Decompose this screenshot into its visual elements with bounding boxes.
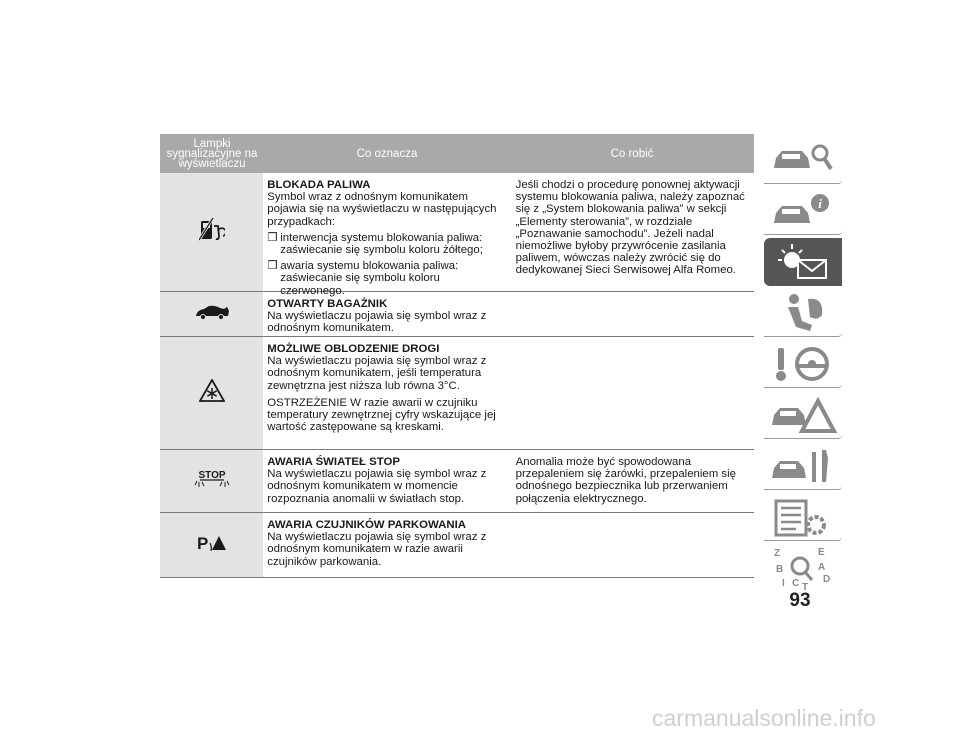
checkbox-bullet-icon: ❐: [267, 231, 278, 244]
row-action: Jeśli chodzi o procedurę ponownej aktywacji systemu blokowania paliwa, należy zapoznać się z „System blokowania paliwa” w sekcji „Elementy sterowania”, w rozdziale „Poznawanie samochodu”. Jeżeli nadal niemożliwe byłoby przywrócenie zasilania paliwem, wówczas należy zwrócić się do dedykowanej Sieci Serwisowej Alfa Romeo.: [515, 179, 745, 277]
fuel-cutoff-icon: [199, 218, 225, 247]
meaning-cell: [263, 513, 507, 577]
tab-safety[interactable]: [764, 289, 842, 337]
index-letter: E: [818, 547, 825, 558]
bullet-text: interwencja systemu blokowania paliwa: zaświecanie się symbolu koloru żółtego;: [280, 231, 483, 257]
watermark: carmanualsonline.info: [652, 705, 876, 731]
car-search-icon: [768, 138, 838, 182]
parking-icon-label: P: [196, 533, 208, 553]
list-item: [267, 232, 503, 256]
parking-sensor-failure-icon: [197, 533, 227, 558]
icon-cell: [160, 173, 263, 291]
tab-car-search[interactable]: [764, 136, 842, 184]
stop-light-failure-icon: [194, 468, 230, 495]
index-letter: A: [818, 562, 826, 573]
header-action: Co robić: [610, 147, 654, 160]
table-row: [160, 513, 754, 578]
row-text: Na wyświetlaczu pojawia się symbol wraz z odnośnym komunikatem w razie awarii czujników parkowania.: [267, 531, 487, 568]
tab-index[interactable]: [764, 544, 842, 591]
ice-warning-icon: [199, 379, 225, 408]
row-text: Na wyświetlaczu pojawia się symbol wraz z odnośnym komunikatem.: [267, 310, 487, 335]
index-letter: T: [802, 582, 809, 590]
header-lights: Lampki sygnalizacyjne na wyświetlaczu: [166, 137, 258, 170]
action-cell: [508, 292, 754, 336]
steering-wheel-key-icon: [768, 342, 838, 386]
meaning-cell: [263, 450, 507, 512]
open-trunk-icon: [194, 304, 230, 325]
page-number: 93: [789, 590, 811, 611]
row-text: Symbol wraz z odnośnym komunikatem pojawia się na wyświetlaczu w następujących przypadkach:: [267, 191, 497, 228]
tab-car-info[interactable]: [764, 187, 842, 235]
warning-light-message-icon: [768, 240, 838, 284]
icon-cell: [160, 292, 263, 336]
tab-starting-driving[interactable]: [764, 340, 842, 388]
index-letter: I: [782, 578, 785, 589]
row-text: Na wyświetlaczu pojawia się symbol wraz z odnośnym komunikatem w momencie rozpoznania anomalii w światłach stop.: [267, 468, 487, 505]
meaning-cell: [263, 173, 507, 297]
table-row: [160, 450, 754, 513]
icon-cell: [160, 450, 263, 512]
car-breakdown-triangle-icon: [768, 393, 838, 437]
action-cell: [508, 513, 754, 577]
row-title: OTWARTY BAGAŻNIK: [267, 298, 388, 310]
row-note: OSTRZEŻENIE W razie awarii w czujniku temperatury zewnętrznej cyfry wskazujące jej wartość zastępowane są kreskami.: [267, 396, 496, 434]
svg-text:i: i: [818, 196, 822, 211]
action-cell: [508, 337, 754, 449]
tab-service[interactable]: [764, 442, 842, 490]
index-letter: Z: [774, 548, 781, 559]
warning-lights-table: [160, 134, 754, 578]
checkbox-bullet-icon: ❐: [267, 260, 278, 273]
chapter-tabs: [764, 136, 842, 594]
meaning-cell: [263, 292, 507, 336]
icon-cell: [160, 513, 263, 577]
alphabetical-index-icon: [768, 546, 838, 590]
table-row: [160, 292, 754, 337]
meaning-cell: [263, 337, 507, 449]
table-row: [160, 173, 754, 297]
header-meaning: Co oznacza: [356, 147, 418, 160]
row-text: Na wyświetlaczu pojawia się symbol wraz z odnośnym komunikatem, jeśli temperatura zewnętrzna jest niższa lub równa 3°C.: [267, 355, 487, 392]
index-letter: B: [776, 564, 784, 575]
car-service-tools-icon: [768, 444, 838, 488]
tab-warning-lights[interactable]: [764, 238, 842, 286]
index-letter: C: [792, 578, 800, 589]
row-title: AWARIA ŚWIATEŁ STOP: [267, 456, 400, 468]
action-cell: [508, 450, 754, 512]
car-info-icon: [768, 189, 838, 233]
row-title: MOŻLIWE OBLODZENIE DROGI: [267, 343, 440, 355]
tab-emergency[interactable]: [764, 391, 842, 439]
action-cell: [508, 173, 754, 291]
row-action: Anomalia może być spowodowana przepaleniem się żarówki, przepaleniem się odnośnego bezpiecznika lub przerwaniem połączenia elektrycznego.: [515, 456, 736, 505]
index-letter: D: [823, 574, 831, 585]
bullet-text: awaria systemu blokowania paliwa: zaświecanie się symbolu koloru czerwonego.: [280, 260, 459, 297]
stop-icon-label: STOP: [198, 469, 226, 481]
tab-specifications[interactable]: [764, 493, 842, 541]
specifications-list-icon: [768, 495, 838, 539]
table-row: [160, 337, 754, 450]
airbag-passenger-icon: [768, 291, 838, 335]
row-title: AWARIA CZUJNIKÓW PARKOWANIA: [267, 519, 466, 531]
row-title: BLOKADA PALIWA: [267, 179, 371, 191]
icon-cell: [160, 337, 263, 449]
table-header: [160, 134, 754, 173]
